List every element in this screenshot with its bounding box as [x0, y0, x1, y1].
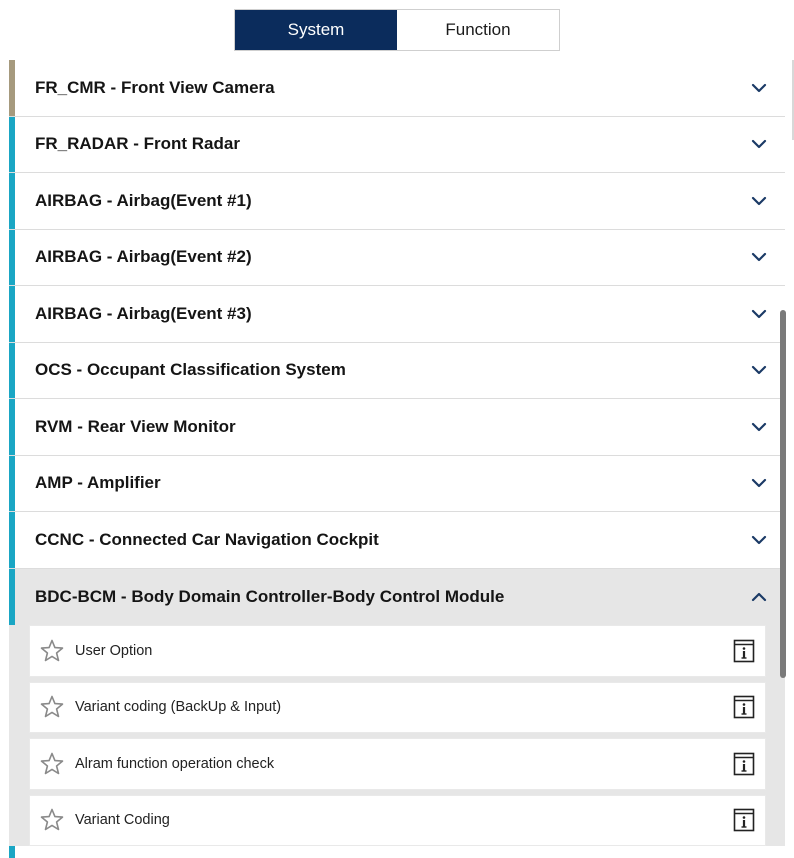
system-row[interactable]: [9, 230, 785, 287]
system-list: [9, 60, 785, 857]
system-row-label: FR_RADAR - Front Radar: [35, 134, 240, 154]
view-toggle: [234, 9, 560, 51]
chevron-down-icon[interactable]: [749, 247, 769, 267]
function-item-label: Alram function operation check: [75, 755, 275, 772]
function-panel: [9, 625, 785, 857]
function-item[interactable]: [29, 625, 766, 677]
system-row[interactable]: [9, 456, 785, 513]
row-accent-bar: [9, 569, 15, 626]
info-document-icon[interactable]: [733, 808, 755, 832]
row-accent-bar: [9, 117, 15, 173]
system-row[interactable]: [9, 569, 785, 626]
system-row[interactable]: [9, 399, 785, 456]
row-accent-bar: [9, 173, 15, 229]
system-row[interactable]: [9, 173, 785, 230]
system-row-label: RVM - Rear View Monitor: [35, 416, 236, 436]
row-accent-bar: [9, 846, 15, 858]
row-accent-bar: [9, 512, 15, 568]
system-row-label: AMP - Amplifier: [35, 473, 161, 493]
chevron-down-icon[interactable]: [749, 304, 769, 324]
system-row[interactable]: [9, 343, 785, 400]
system-row[interactable]: [9, 60, 785, 117]
tab-function[interactable]: Function: [397, 10, 559, 50]
system-row-label: AIRBAG - Airbag(Event #1): [35, 190, 252, 210]
star-outline-icon[interactable]: [39, 807, 65, 833]
chevron-down-icon[interactable]: [749, 191, 769, 211]
row-accent-bar: [9, 399, 15, 455]
chevron-down-icon[interactable]: [749, 134, 769, 154]
system-row[interactable]: [9, 286, 785, 343]
chevron-down-icon[interactable]: [749, 530, 769, 550]
function-item[interactable]: [29, 738, 766, 790]
function-item[interactable]: [29, 795, 766, 847]
star-outline-icon[interactable]: [39, 694, 65, 720]
chevron-up-icon[interactable]: [749, 587, 769, 607]
system-row-label: AIRBAG - Airbag(Event #2): [35, 247, 252, 267]
system-row[interactable]: [9, 512, 785, 569]
info-document-icon[interactable]: [733, 752, 755, 776]
function-item-label: Variant Coding: [75, 812, 170, 829]
system-row-partial[interactable]: [9, 846, 785, 858]
row-accent-bar: [9, 286, 15, 342]
system-row-label: BDC-BCM - Body Domain Controller-Body Control Module: [35, 586, 505, 606]
system-row-label: FR_CMR - Front View Camera: [35, 77, 275, 97]
chevron-down-icon[interactable]: [749, 78, 769, 98]
star-outline-icon[interactable]: [39, 751, 65, 777]
row-accent-bar: [9, 456, 15, 512]
star-outline-icon[interactable]: [39, 638, 65, 664]
function-item[interactable]: [29, 682, 766, 734]
tab-system[interactable]: System: [235, 10, 397, 50]
chevron-down-icon[interactable]: [749, 473, 769, 493]
function-item-label: Variant coding (BackUp & Input): [75, 699, 282, 716]
scrollbar-track[interactable]: [789, 60, 794, 858]
info-document-icon[interactable]: [733, 695, 755, 719]
function-item-label: User Option: [75, 642, 153, 659]
row-accent-bar: [9, 60, 15, 116]
info-document-icon[interactable]: [733, 639, 755, 663]
chevron-down-icon[interactable]: [749, 360, 769, 380]
scrollbar-thumb[interactable]: [780, 310, 786, 678]
system-row[interactable]: [9, 117, 785, 174]
system-row-label: OCS - Occupant Classification System: [35, 360, 346, 380]
system-row-label: CCNC - Connected Car Navigation Cockpit: [35, 529, 379, 549]
system-row-label: AIRBAG - Airbag(Event #3): [35, 303, 252, 323]
row-accent-bar: [9, 343, 15, 399]
row-accent-bar: [9, 230, 15, 286]
chevron-down-icon[interactable]: [749, 417, 769, 437]
